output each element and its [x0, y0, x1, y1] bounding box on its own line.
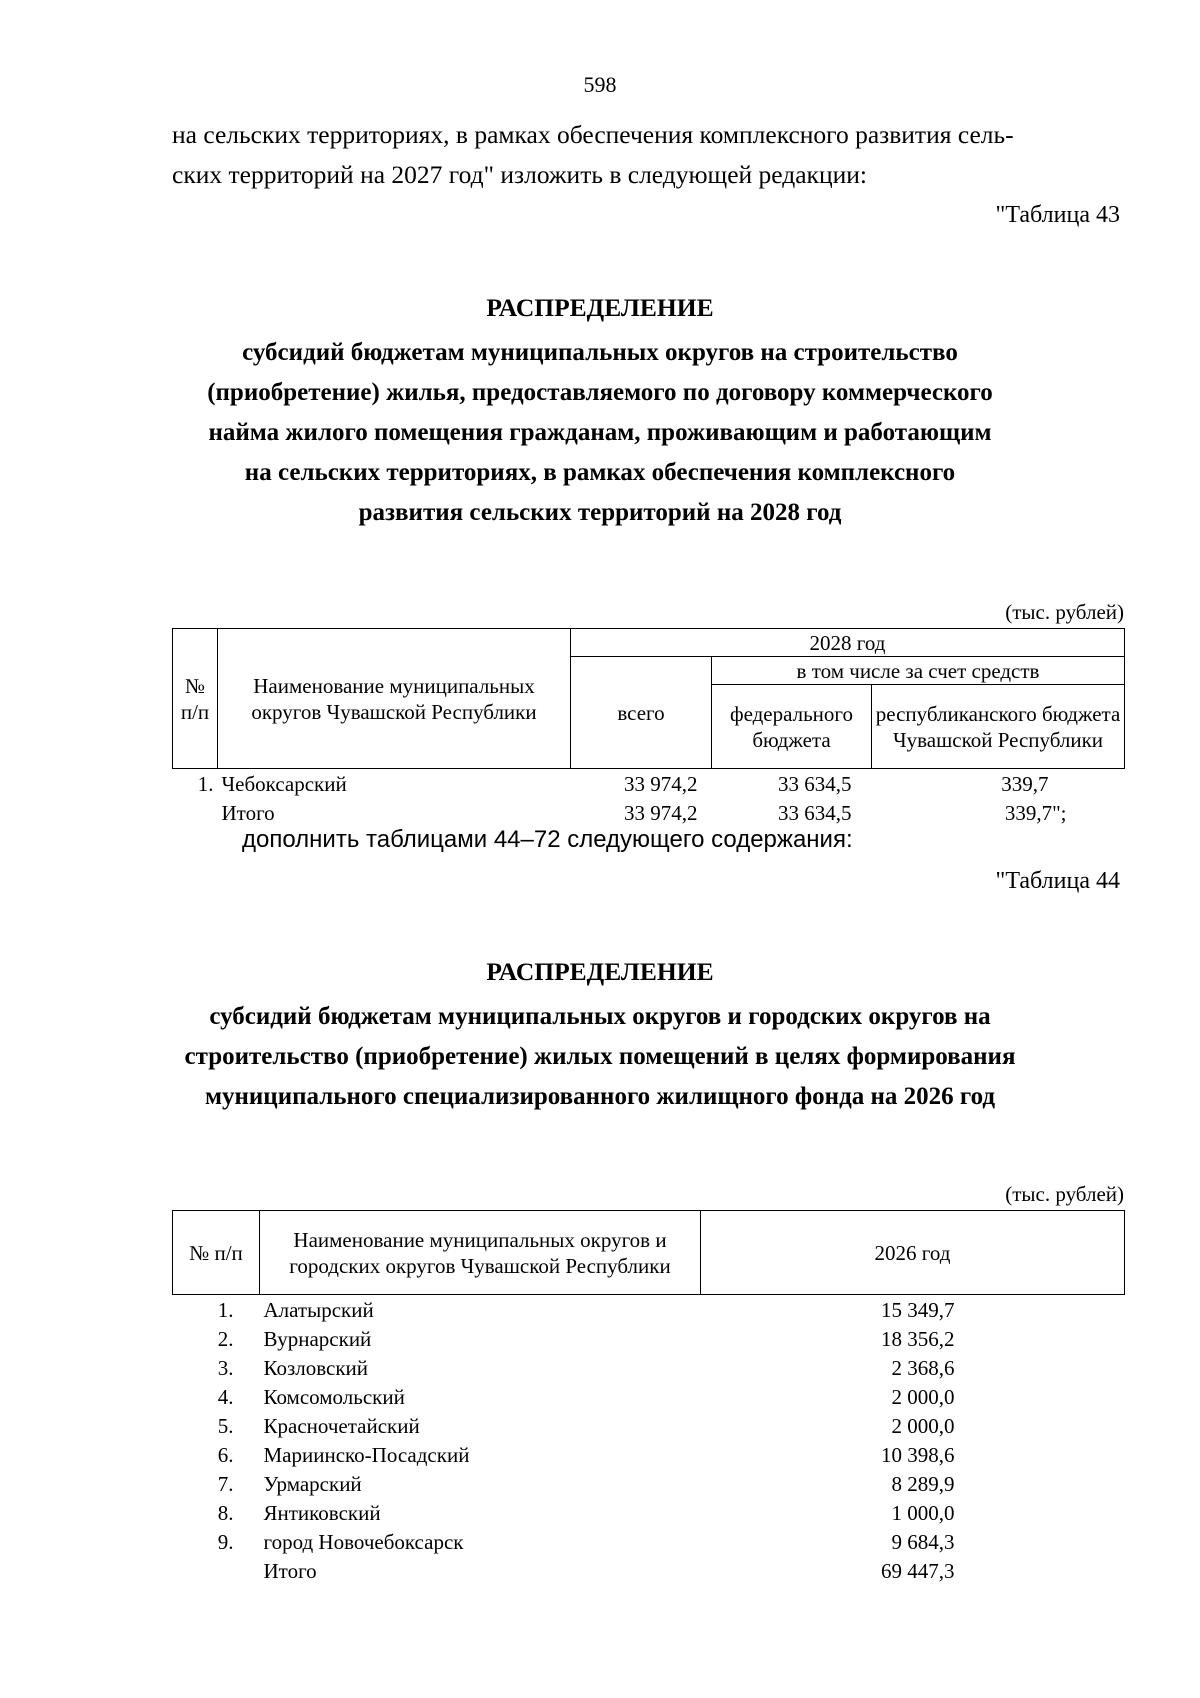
row-num: 6. — [217, 1442, 234, 1467]
table-43-subtitle — [140, 333, 1060, 533]
header-year: 2026 год — [701, 1211, 1125, 1295]
total-label: Итого — [221, 800, 275, 825]
table-row — [173, 1498, 1125, 1527]
row-value: 1 000,0 — [891, 1500, 955, 1525]
row-num: 5. — [217, 1413, 234, 1438]
table-44-subtitle-line: муниципального специализированного жилищного фонда на 2026 год — [204, 1083, 996, 1110]
total-republic: 339,7"; — [1004, 800, 1067, 825]
row-value: 9 684,3 — [891, 1529, 955, 1554]
row-federal: 33 634,5 — [778, 771, 852, 796]
intro-line-2: ских территорий на 2027 год" изложить в следующей редакции: — [172, 160, 867, 189]
row-name: Янтиковский — [263, 1500, 381, 1525]
table-44-subtitle-line: строительство (приобретение) жилых помещений в целях формирования — [184, 1043, 1016, 1070]
total-federal: 33 634,5 — [778, 800, 852, 825]
table-44-title: РАСПРЕДЕЛЕНИЕ — [486, 957, 714, 986]
intro-paragraph — [172, 115, 1124, 195]
row-name: город Новочебоксарск — [263, 1529, 464, 1554]
row-num: 1. — [217, 1297, 234, 1322]
row-name: Козловский — [263, 1355, 369, 1380]
row-value: 18 356,2 — [881, 1326, 955, 1351]
row-value: 2 000,0 — [891, 1413, 955, 1438]
table-row — [173, 1324, 1125, 1353]
row-value: 8 289,9 — [891, 1471, 955, 1496]
table-total-row — [173, 1556, 1125, 1585]
table-43-subtitle-line: найма жилого помещения гражданам, проживающим и работающим — [208, 419, 992, 446]
table-43-subtitle-line: на сельских территориях, в рамках обеспечения комплексного — [244, 459, 956, 486]
table-total-row — [173, 798, 1125, 827]
table-43 — [172, 628, 1125, 827]
table-44-subtitle — [140, 997, 1060, 1117]
row-num: 7. — [217, 1471, 234, 1496]
row-name: Мариинско-Посадский — [263, 1442, 470, 1467]
table-43-units: (тыс. рублей) — [1005, 600, 1124, 624]
total-label: Итого — [263, 1558, 317, 1583]
row-value: 10 398,6 — [881, 1442, 955, 1467]
row-num: 9. — [217, 1529, 234, 1554]
row-name: Вурнарский — [263, 1326, 372, 1351]
header-name: Наименование муниципальных округов и городских округов Чувашской Республики — [260, 1211, 701, 1295]
table-row — [173, 769, 1125, 799]
row-name: Комсомольский — [263, 1384, 405, 1409]
row-num: 1. — [197, 771, 214, 796]
table-row — [173, 1469, 1125, 1498]
row-name: Красночетайский — [263, 1413, 420, 1438]
header-including: в том числе за счет средств — [712, 657, 1125, 685]
total-value: 69 447,3 — [881, 1558, 955, 1583]
total-total: 33 974,2 — [624, 800, 698, 825]
row-name: Урмарский — [263, 1471, 362, 1496]
row-value: 2 000,0 — [891, 1384, 955, 1409]
row-num: 3. — [217, 1355, 234, 1380]
table-43-subtitle-line: развития сельских территорий на 2028 год — [358, 499, 842, 526]
table-44-label: "Таблица 44 — [995, 868, 1120, 894]
table-44-subtitle-line: субсидий бюджетам муниципальных округов и городских округов на — [209, 1003, 991, 1030]
header-total: всего — [571, 657, 712, 769]
header-num: № п/п — [173, 629, 218, 769]
row-num: 8. — [217, 1500, 234, 1525]
intro-line-1: на сельских территориях, в рамках обеспечения комплексного развития сель- — [172, 120, 1014, 149]
table-row — [173, 1411, 1125, 1440]
page-number: 598 — [583, 72, 617, 97]
row-num: 2. — [217, 1326, 234, 1351]
table-43-title: РАСПРЕДЕЛЕНИЕ — [486, 293, 714, 322]
header-republic: республиканского бюджета Чувашской Республики — [872, 685, 1125, 769]
table-row — [173, 1440, 1125, 1469]
row-value: 15 349,7 — [881, 1297, 955, 1322]
table-row — [173, 1382, 1125, 1411]
row-total: 33 974,2 — [624, 771, 698, 796]
row-value: 2 368,6 — [891, 1355, 955, 1380]
table-44 — [172, 1210, 1125, 1585]
header-year: 2028 год — [571, 629, 1125, 657]
row-name: Чебоксарский — [221, 771, 347, 796]
table-44-units: (тыс. рублей) — [1005, 1182, 1124, 1206]
row-republic: 339,7 — [1001, 771, 1049, 796]
row-num: 4. — [217, 1384, 234, 1409]
table-43-label: "Таблица 43 — [995, 202, 1120, 228]
table-row — [173, 1295, 1125, 1325]
header-federal: федерального бюджета — [712, 685, 872, 769]
table-row — [173, 1527, 1125, 1556]
row-name: Алатырский — [263, 1297, 374, 1322]
table-row — [173, 1353, 1125, 1382]
header-num: № п/п — [173, 1211, 260, 1295]
supplement-text: дополнить таблицами 44–72 следующего содержания: — [242, 826, 853, 853]
table-43-subtitle-line: субсидий бюджетам муниципальных округов на строительство — [242, 339, 958, 366]
header-name: Наименование муниципальных округов Чувашской Республики — [218, 629, 571, 769]
table-43-subtitle-line: (приобретение) жилья, предоставляемого по договору коммерческого — [207, 379, 993, 406]
